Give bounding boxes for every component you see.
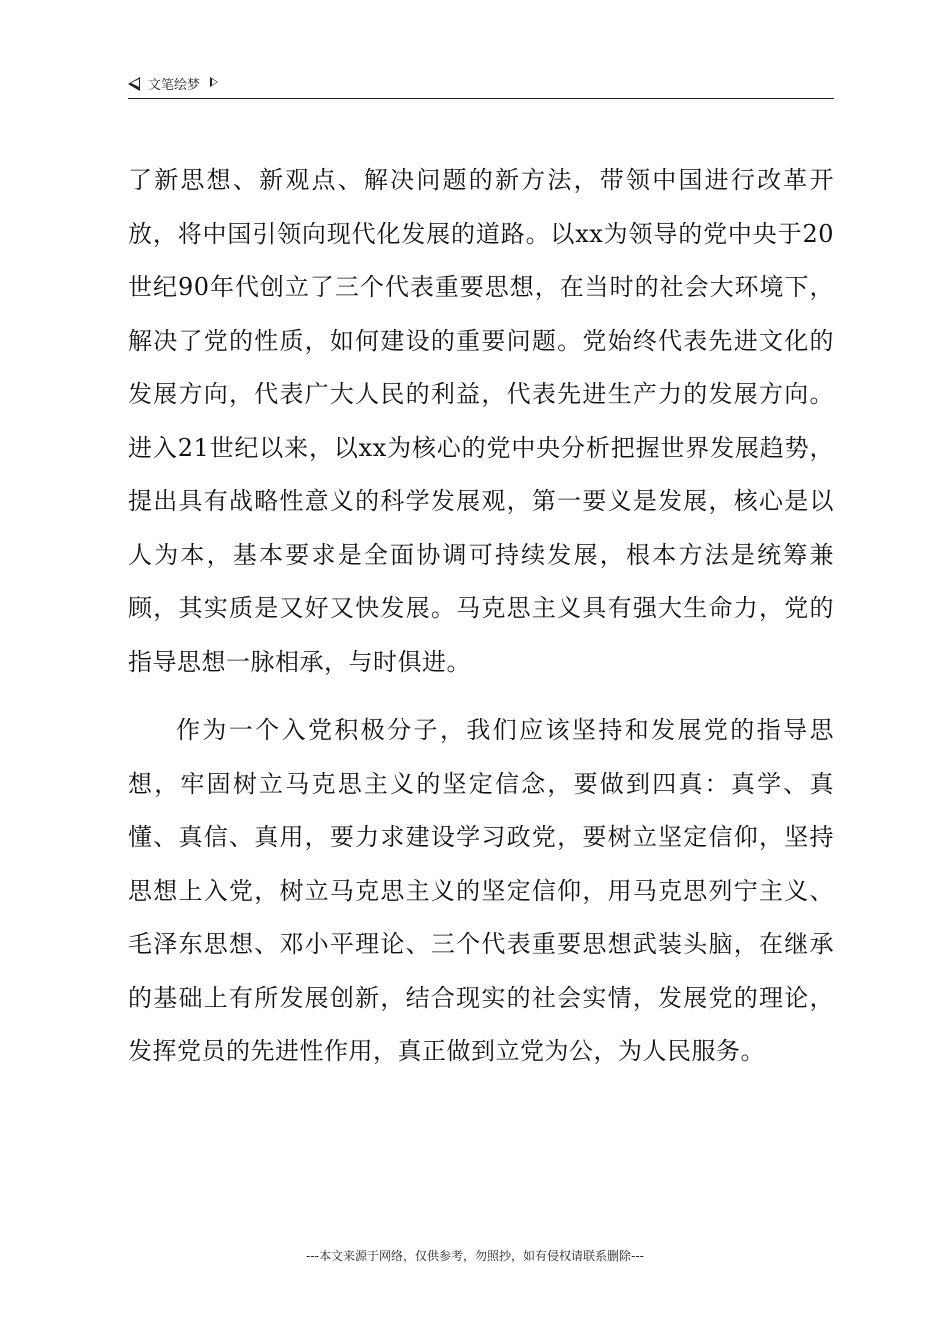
- paragraph-2: 作为一个入党积极分子，我们应该坚持和发展党的指导思想，牢固树立马克思主义的坚定信念，要做到四真：真学、真懂、真信、真用，要力求建设学习政党，要树立坚定信仰，坚持思想上入党，树立马克思主义的坚定信仰，用马克思列宁主义、毛泽东思想、邓小平理论、三个代表重要思想武装头脑，在继承的基础上有所发展创新，结合现实的社会实情，发展党的理论，发挥党员的先进性作用，真正做到立党为公，为人民服务。: [128, 716, 834, 1065]
- brand-text: 文笔绘梦: [148, 78, 201, 93]
- document-body: [128, 154, 834, 1079]
- footer-disclaimer: ---本文来源于网络，仅供参考，勿照抄，如有侵权请联系删除---: [306, 1249, 644, 1263]
- header-brand: [128, 74, 218, 93]
- page-header: [128, 74, 834, 99]
- triangle-left-icon: [128, 77, 140, 91]
- triangle-right-icon: [210, 77, 218, 87]
- paragraph-1: 了新思想、新观点、解决问题的新方法，带领中国进行改革开放，将中国引领向现代化发展的道路。以xx为领导的党中央于20世纪90年代创立了三个代表重要思想，在当时的社会大环境下，解决了党的性质，如何建设的重要问题。党始终代表先进文化的发展方向，代表广大人民的利益，代表先进生产力的发展方向。进入21世纪以来，以xx为核心的党中央分析把握世界发展趋势，提出具有战略性意义的科学发展观，第一要义是发展，核心是以人为本，基本要求是全面协调可持续发展，根本方法是统筹兼顾，其实质是又好又快发展。马克思主义具有强大生命力，党的指导思想一脉相承，与时俱进。: [128, 166, 834, 676]
